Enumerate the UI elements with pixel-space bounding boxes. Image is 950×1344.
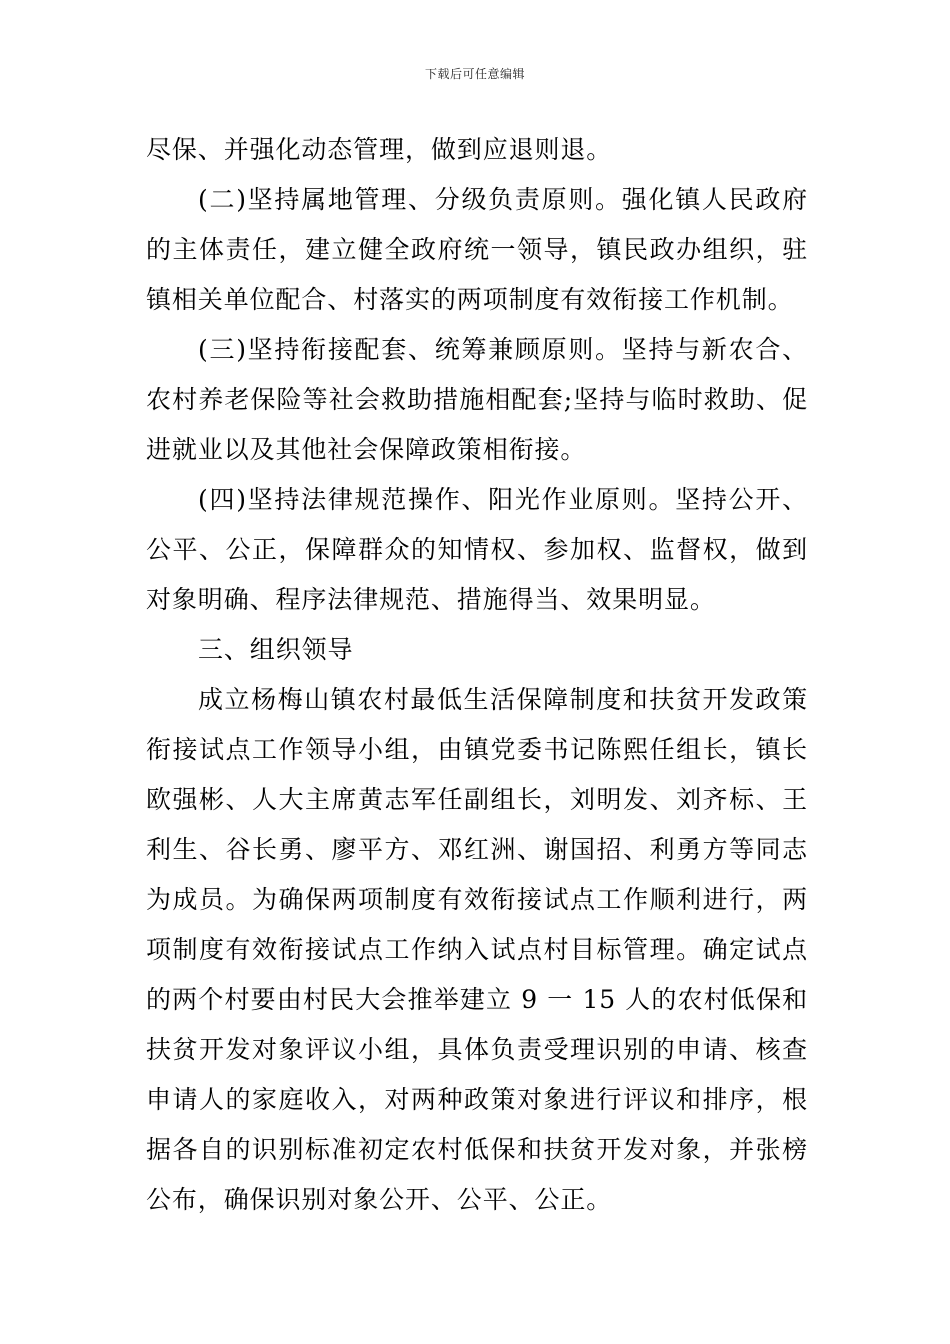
section-heading: 三、组织领导	[198, 635, 354, 664]
page-header: 下载后可任意编辑	[424, 67, 525, 81]
paragraph-principle-4: (四)坚持法律规范操作、阳光作业原则。坚持公开、公平、公正，保障群众的知情权、参加权、监督权，做到对象明确、程序法律规范、措施得当、效果明显。	[146, 485, 808, 614]
paragraph-principle-2: (二)坚持属地管理、分级负责原则。强化镇人民政府的主体责任，建立健全政府统一领导，镇民政办组织，驻镇相关单位配合、村落实的两项制度有效衔接工作机制。	[146, 185, 808, 314]
paragraph-continuation: 尽保、并强化动态管理，做到应退则退。	[146, 135, 613, 164]
paragraph-organization: 成立杨梅山镇农村最低生活保障制度和扶贫开发政策衔接试点工作领导小组，由镇党委书记陈熙任组长，镇长欧强彬、人大主席黄志军任副组长，刘明发、刘齐标、王利生、谷长勇、廖平方、邓红洲、谢国招、利勇方等同志为成员。为确保两项制度有效衔接试点工作顺利进行，两项制度有效衔接试点工作纳入试点村目标管理。确定试点的两个村要由村民大会推举建立 9 一 15 人的农村低保和扶贫开发对象评议小组，具体负责受理识别的申请、核查申请人的家庭收入，对两种政策对象进行评议和排序，根据各自的识别标准初定农村低保和扶贫开发对象，并张榜公布，确保识别对象公开、公平、公正。	[146, 685, 808, 1214]
document-body	[146, 125, 808, 1225]
paragraph-principle-3: (三)坚持衔接配套、统筹兼顾原则。坚持与新农合、农村养老保险等社会救助措施相配套;坚持与临时救助、促进就业以及其他社会保障政策相衔接。	[146, 335, 808, 464]
